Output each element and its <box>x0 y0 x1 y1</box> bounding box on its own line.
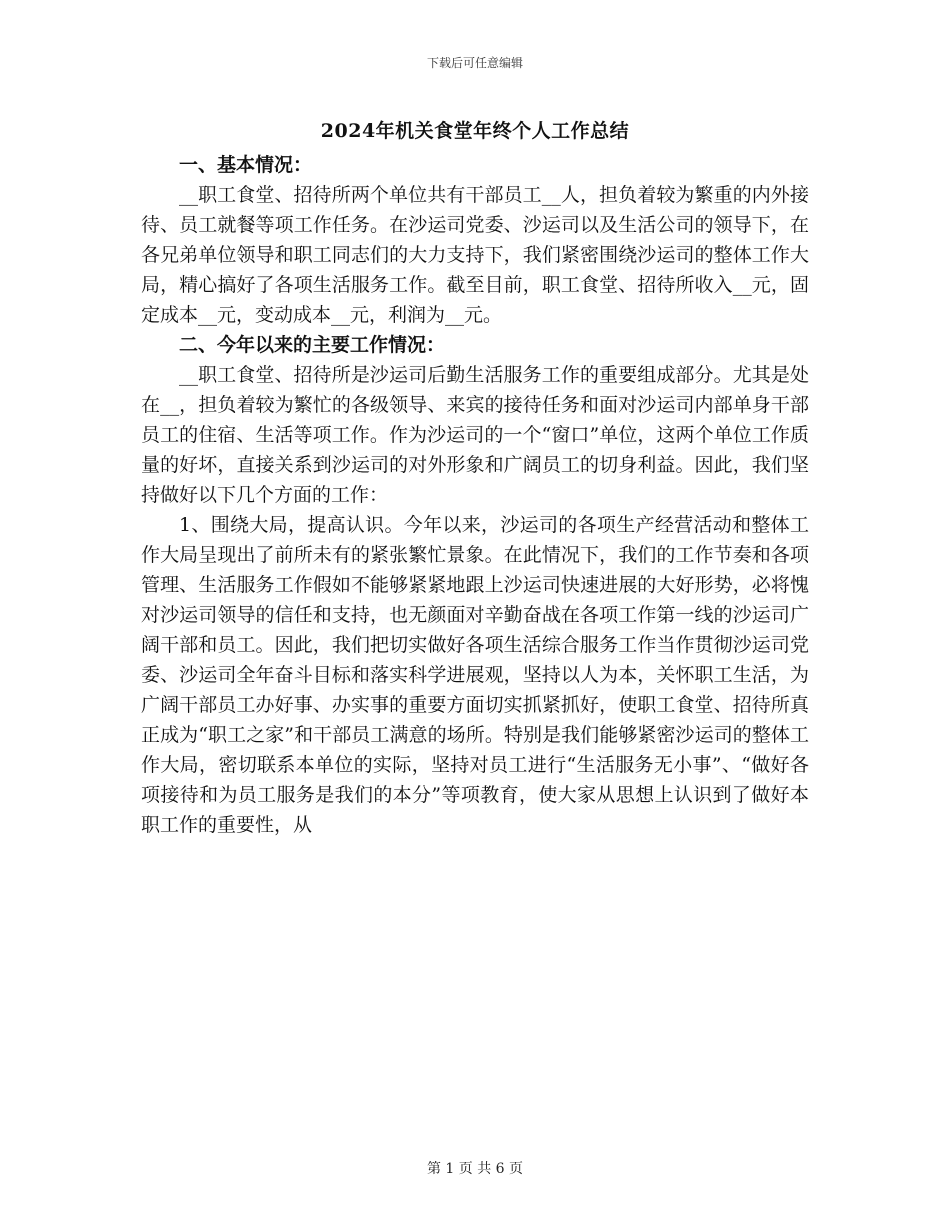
paragraph-basic-situation: __职工食堂、招待所两个单位共有干部员工__人，担负着较为繁重的内外接待、员工就餐等项工作任务。在沙运司党委、沙运司以及生活公司的领导下，在各兄弟单位领导和职工同志们的大力支持下，我们紧密围绕沙运司的整体工作大局，精心搞好了各项生活服务工作。截至目前，职工食堂、招待所收入__元，固定成本__元，变动成本__元，利润为__元。 <box>141 184 809 326</box>
section-heading-basic: 一、基本情况： <box>179 154 313 176</box>
page-number-footer: 第 1 页 共 6 页 <box>426 1161 524 1177</box>
paragraph-main-work: __职工食堂、招待所是沙运司后勤生活服务工作的重要组成部分。尤其是处在__，担负着较为繁忙的各级领导、来宾的接待任务和面对沙运司内部单身干部员工的住宿、生活等项工作。作为沙运司的一个“窗口”单位，这两个单位工作质量的好坏，直接关系到沙运司的对外形象和广阔员工的切身利益。因此，我们坚持做好以下几个方面的工作： <box>141 364 809 506</box>
section-heading-main-work: 二、今年以来的主要工作情况： <box>179 334 446 356</box>
document-title: 2024年机关食堂年终个人工作总结 <box>320 120 630 142</box>
header-note: 下载后可任意编辑 <box>426 56 523 70</box>
document-body <box>141 150 809 840</box>
paragraph-item-1: 1、围绕大局，提高认识。今年以来，沙运司的各项生产经营活动和整体工作大局呈现出了前所未有的紧张繁忙景象。在此情况下，我们的工作节奏和各项管理、生活服务工作假如不能够紧紧地跟上沙运司快速进展的大好形势，必将愧对沙运司领导的信任和支持，也无颜面对辛勤奋战在各项工作第一线的沙运司广阔干部和员工。因此，我们把切实做好各项生活综合服务工作当作贯彻沙运司党委、沙运司全年奋斗目标和落实科学进展观，坚持以人为本，关怀职工生活，为广阔干部员工办好事、办实事的重要方面切实抓紧抓好，使职工食堂、招待所真正成为“职工之家”和干部员工满意的场所。特别是我们能够紧密沙运司的整体工作大局，密切联系本单位的实际，坚持对员工进行“生活服务无小事”、“做好各项接待和为员工服务是我们的本分”等项教育，使大家从思想上认识到了做好本职工作的重要性，从 <box>141 514 809 836</box>
